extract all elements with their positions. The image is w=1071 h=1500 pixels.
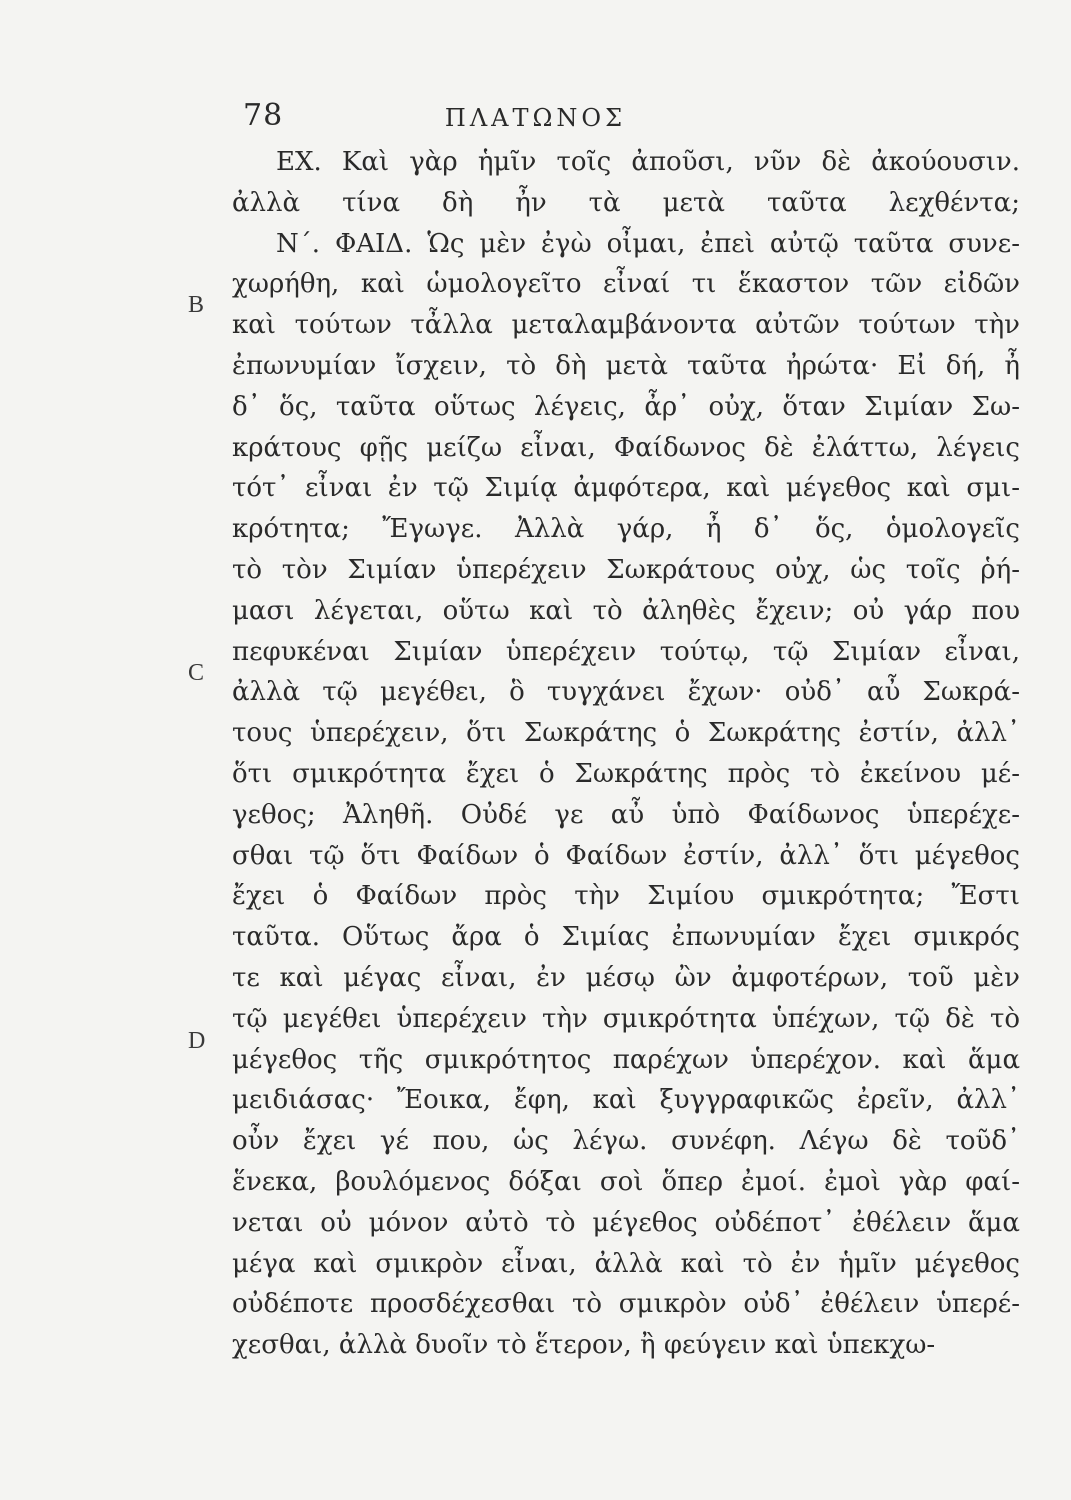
margin-letter-d: D [188, 1028, 206, 1054]
text-line: τὸ τὸν Σιμίαν ὑπερέχειν Σωκράτους οὐχ, ὡς τοῖς ῥή- [232, 554, 1020, 585]
text-line: μασι λέγεται, οὕτω καὶ τὸ ἀληθὲς ἔχειν; οὐ γάρ που [232, 595, 1020, 626]
text-line: τους ὑπερέχειν, ὅτι Σωκράτης ὁ Σωκράτης ἐστίν, ἀλλ᾽ [232, 718, 1020, 749]
text-line: τότ᾽ εἶναι ἐν τῷ Σιμίᾳ ἀμφότερα, καὶ μέγεθος καὶ σμι- [232, 473, 1020, 504]
text-line: πεφυκέναι Σιμίαν ὑπερέχειν τούτῳ, τῷ Σιμίαν εἶναι, [232, 636, 1020, 667]
text-line: τε καὶ μέγας εἶναι, ἐν μέσῳ ὢν ἀμφοτέρων, τοῦ μὲν [232, 962, 1020, 993]
page-number: 78 [243, 98, 284, 133]
text-line: ΕΧ. Καὶ γὰρ ἡμῖν τοῖς ἀποῦσι, νῦν δὲ ἀκούουσιν. [276, 147, 1020, 177]
text-line: Ν΄. ΦΑΙΔ. Ὡς μὲν ἐγὼ οἶμαι, ἐπεὶ αὐτῷ ταῦτα συνε- [276, 228, 1020, 259]
text-line: ὅτι σμικρότητα ἔχει ὁ Σωκράτης πρὸς τὸ ἐκείνου μέ- [232, 758, 1020, 789]
running-title: ΠΛΑΤΩΝΟΣ [444, 104, 627, 132]
text-line: τῷ μεγέθει ὑπερέχειν τὴν σμικρότητα ὑπέχων, τῷ δὲ τὸ [232, 1003, 1020, 1034]
text-line: γεθος; Ἀληθῆ. Οὐδέ γε αὖ ὑπὸ Φαίδωνος ὑπερέχε- [232, 799, 1020, 830]
text-line: καὶ τούτων τἆλλα μεταλαμβάνοντα αὐτῶν τούτων τὴν [232, 310, 1020, 341]
text-line: δ᾽ ὅς, ταῦτα οὕτως λέγεις, ἆρ᾽ οὐχ, ὅταν Σιμίαν Σω- [232, 391, 1020, 422]
text-line: μειδιάσας· Ἔοικα, ἔφη, καὶ ξυγγραφικῶς ἐρεῖν, ἀλλ᾽ [232, 1085, 1020, 1116]
text-line: σθαι τῷ ὅτι Φαίδων ὁ Φαίδων ἐστίν, ἀλλ᾽ ὅτι μέγεθος [232, 840, 1020, 871]
text-line: ταῦτα. Οὕτως ἄρα ὁ Σιμίας ἐπωνυμίαν ἔχει σμικρός [232, 922, 1020, 953]
text-line: ἀλλὰ τίνα δὴ ἦν τὰ μετὰ ταῦτα λεχθέντα; [232, 187, 1020, 218]
text-line: χεσθαι, ἀλλὰ δυοῖν τὸ ἕτερον, ἢ φεύγειν καὶ ὑπεκχω- [232, 1330, 936, 1361]
margin-letter-b: B [188, 292, 205, 318]
text-line: ἀλλὰ τῷ μεγέθει, ὃ τυγχάνει ἔχων· οὐδ᾽ αὖ Σωκρά- [232, 677, 1020, 708]
text-line: κράτους φῇς μείζω εἶναι, Φαίδωνος δὲ ἐλάττω, λέγεις [232, 432, 1020, 463]
text-line: οὖν ἔχει γέ που, ὡς λέγω. συνέφη. Λέγω δὲ τοῦδ᾽ [232, 1126, 1020, 1157]
text-line: μέγεθος τῆς σμικρότητος παρέχων ὑπερέχον. καὶ ἅμα [232, 1044, 1020, 1075]
text-line: ἔχει ὁ Φαίδων πρὸς τὴν Σιμίου σμικρότητα; Ἔστι [232, 881, 1020, 912]
text-line: ἕνεκα, βουλόμενος δόξαι σοὶ ὅπερ ἐμοί. ἐμοὶ γὰρ φαί- [232, 1166, 1020, 1197]
text-line: κρότητα; Ἔγωγε. Ἀλλὰ γάρ, ἦ δ᾽ ὅς, ὁμολογεῖς [232, 514, 1020, 545]
margin-letter-c: C [188, 660, 205, 686]
text-line: νεται οὐ μόνον αὐτὸ τὸ μέγεθος οὐδέποτ᾽ ἐθέλειν ἅμα [232, 1207, 1020, 1238]
text-line: μέγα καὶ σμικρὸν εἶναι, ἀλλὰ καὶ τὸ ἐν ἡμῖν μέγεθος [232, 1248, 1020, 1279]
text-block [232, 142, 1020, 1366]
text-line: ἐπωνυμίαν ἴσχειν, τὸ δὴ μετὰ ταῦτα ἠρώτα· Εἰ δή, ἦ [232, 350, 1020, 381]
text-line: χωρήθη, καὶ ὡμολογεῖτο εἶναί τι ἕκαστον τῶν εἰδῶν [232, 269, 1020, 300]
text-line: οὐδέποτε προσδέχεσθαι τὸ σμικρὸν οὐδ᾽ ἐθέλειν ὑπερέ- [232, 1289, 1020, 1320]
